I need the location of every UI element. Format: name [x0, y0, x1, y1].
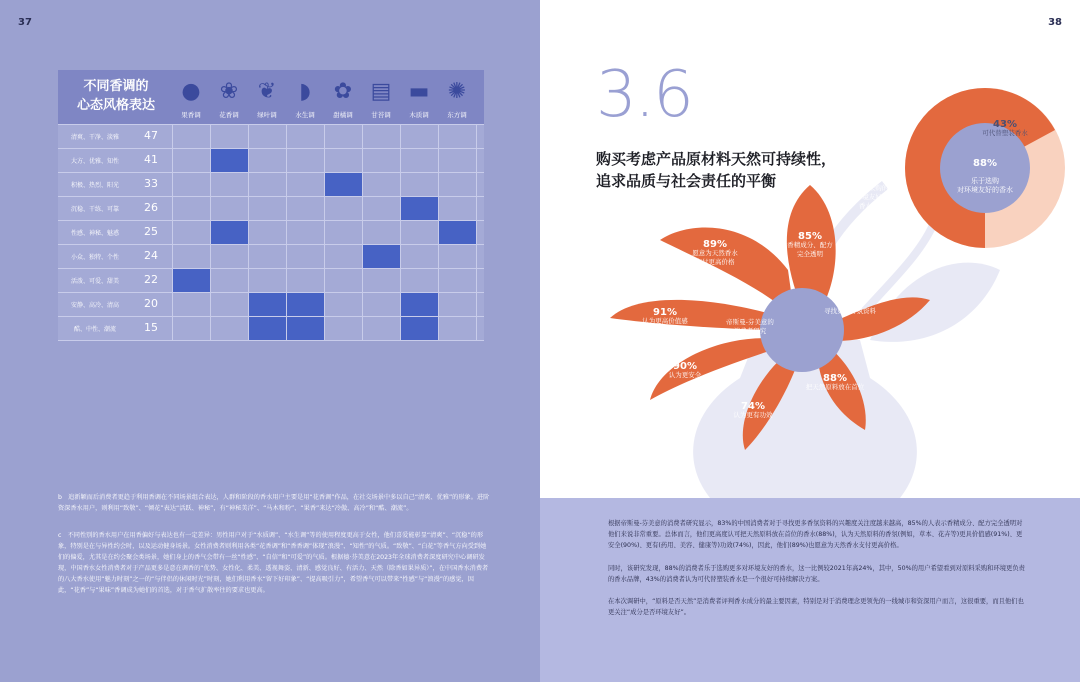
petal-text: 愿意为天然香水 支付更高价格 [692, 249, 738, 266]
table-header [58, 70, 484, 124]
wood-block-icon: ▤ [370, 79, 392, 104]
highlight-cell [401, 293, 438, 316]
grid-hline [58, 172, 484, 173]
petal-text: 把天然原料放在首位 [805, 383, 865, 391]
grid-hline [58, 268, 484, 269]
donut-segment-label-peach [960, 120, 1050, 138]
grid-hline [58, 124, 484, 125]
row-value: 26 [144, 201, 158, 214]
note-b: b 追新颖而后消费者更趋于利用香调在不同场景组合表达，人群和阶段的香水用户主要是用“花香调”作品，在社交场景中多以自己“清爽、优雅”的形象。进阶资深香水用户，则利用“致敬”、“倾花”表达“活跃、神秘”，有“神秘美洋”、“马木和粉”、“果香”来达“冷傲、高冷”和“酷、潮流”。 [58, 494, 490, 512]
grid-vline [476, 124, 477, 340]
highlight-cell [211, 221, 248, 244]
leaf-icon: ❦ [257, 79, 277, 104]
petal-pct: 91% [653, 307, 677, 318]
row-label: 活泼、可爱、甜美 [70, 278, 119, 285]
row-label: 性感、神秘、魅惑 [70, 230, 119, 237]
petal-text: 香精成分、配方 完全透明 [787, 241, 833, 258]
grid-hline [58, 220, 484, 221]
column-label: 木质调 [409, 111, 429, 119]
row-label: 清爽、干净、淡雅 [70, 134, 119, 141]
sweet-icon: ✿ [333, 79, 353, 104]
grid-hline [58, 148, 484, 149]
row-label: 安静、高冷、清高 [70, 302, 119, 309]
highlight-cell [287, 317, 324, 340]
page-number: 37 [18, 17, 32, 28]
petal-pct: 74% [741, 401, 765, 412]
petal-text: 认为更安全 [668, 371, 702, 379]
petal-label [765, 232, 855, 259]
highlight-cell [363, 245, 400, 268]
highlight-cell [439, 221, 476, 244]
row-value: 41 [144, 153, 158, 166]
row-label: 酷、中性、潮流 [73, 326, 116, 333]
petal-text: 寻找更多香氛资料 [824, 307, 876, 315]
body-paragraph-1: 根据帝斯曼-芬美意的消费者研究显示，83%的中国消费者对于寻找更多香氛资料的兴趣度关注度越来越高，85%的人表示香精成分、配方完全透明对他们来说非常重要。总体而言，他们更高度认可把天然原料放在首位的香水(88%)，认为天然原料的香氛(例如，草本、花卉等)更具价值感(91%)、更安全(90%)、更有(药用、美容、健康等)功效(74%)，因此，他们(89%)也愿意为天然香水支付更高价格。 [608, 520, 1023, 549]
row-value: 22 [144, 273, 158, 286]
donut-segment-label-orange [840, 148, 904, 220]
highlight-cell [211, 149, 248, 172]
petal-label [670, 240, 760, 267]
table-title-line1: 不同香调的 [83, 79, 149, 94]
column-label: 绿叶调 [257, 111, 277, 119]
grid-hline [58, 244, 484, 245]
column-label: 甘苔调 [371, 111, 391, 119]
highlight-cell [249, 317, 286, 340]
column-label: 花香调 [219, 111, 239, 119]
column-label: 果香调 [181, 111, 201, 119]
section-number: 3.6 [596, 58, 692, 132]
petal-label [620, 308, 710, 326]
table-title [64, 77, 168, 115]
row-label: 大方、优雅、知性 [70, 158, 119, 165]
row-label: 积极、热烈、阳光 [70, 182, 119, 189]
body-paragraph-2: 同时，该研究发现，88%的消费者乐于选购更多对环境友好的香水，这一比例较2021年高24%，其中，50%的用户希望看到对原料采购和环境更负责的香水品牌，43%的消费者认为可代替塑装香水是一个很好可持续解决方案。 [608, 565, 1025, 583]
water-drop-icon: ◗ [299, 79, 311, 104]
highlight-cell [249, 293, 286, 316]
apple-icon: ● [181, 79, 201, 104]
grid-hline [58, 340, 484, 341]
note-c: c 不同性别的香水用户在用香偏好与表达也有一定差异：男性用户对于“水质调”、“水生调”等的使用程度更高于女性，他们喜爱能彰显“清爽”、“沉稳”的形象，特别是在与异性约会时，以及运动健身场景。女性消费者则利用各类“花香调”和“香香调”体现“浪漫”、“知性”的气质。“致敬”、“白花”等香气方向受到她们的偏爱，尤其是在约会聚会类场景，她们身上的香气会带有一丝“性感”、“自信”和“可爱”的气质。根据德·芬美意在2023年全球消费者深度研究中心调研发现，中国香水女性消费者对于产品更多是意在调香的“优势、女性化、柔美、透视舞姿、清新、感觉良好、有活力、天然（除香如果异质）”，在中国香水消费者的八大香水使用“魅力时刻”之一的“与伴侣的休闲时光”时刻，她们利用香水“留下好印象”、“提高吸引力”，希望香气可以带来“性感”与“浪漫”的感觉，因此，“花香”与“果味”香调成为她们的首选，对于香气扩散率往的要求也更高。 [58, 532, 489, 594]
grid-vline [362, 124, 363, 340]
section-title-line2: 追求品质与社会责任的平衡 [596, 172, 777, 190]
section-title-line1: 购买考虑产品原材料天然可持续性， [596, 150, 837, 168]
petal-label [708, 402, 798, 420]
petal-pct: 88% [823, 373, 847, 384]
right-page [540, 0, 1080, 682]
row-label: 沉稳、干练、可靠 [70, 206, 119, 213]
petal-text: 认为更高价值感 [642, 317, 688, 325]
flower-center-label: 帝斯曼-芬美意的 消费者研究 [726, 318, 774, 335]
scent-style-table [58, 70, 484, 340]
petal-pct: 89% [703, 239, 727, 250]
donut-center-pct: 88% [973, 158, 997, 169]
petal-label [640, 362, 730, 380]
petal-pct: 90% [673, 361, 697, 372]
petal-pct: 85% [798, 231, 822, 242]
grid-vline [172, 124, 173, 340]
petal-label [805, 298, 895, 316]
petal-text: 认为更有功效 [733, 411, 773, 419]
grid-vline [324, 124, 325, 340]
vase-shape [693, 378, 917, 498]
row-value: 33 [144, 177, 158, 190]
highlight-cell [287, 293, 324, 316]
donut-seg-pct: 90% [860, 156, 884, 167]
donut-seg-text: 可代替塑装香水 [982, 129, 1028, 137]
row-value: 47 [144, 129, 158, 142]
page-number: 38 [1048, 17, 1062, 28]
donut-center-text: 乐于选购 对环境友好的香水 [957, 177, 1013, 194]
row-value: 25 [144, 225, 158, 238]
star-anise-icon: ✺ [447, 79, 467, 104]
donut-center-label [940, 150, 1030, 204]
highlight-cell [401, 317, 438, 340]
highlight-cell [325, 173, 362, 196]
table-title-line2: 心态风格表达 [76, 98, 155, 113]
highlight-cell [173, 269, 210, 292]
column-label: 甜橘调 [333, 111, 353, 119]
row-value: 24 [144, 249, 158, 262]
donut-seg-pct: 43% [993, 119, 1017, 130]
highlight-cell [401, 197, 438, 220]
log-icon: ▬ [408, 79, 430, 104]
donut-seg-text: 希望看到可 持续采购的 环境友好的 香水品牌 [855, 175, 889, 210]
body-paragraph-3: 在本次调研中，“原料是否天然”是消费者评判香水成分的最主要因素，特别是对于消费理念更领先的一线城市和资深用户而言，这很重要，而且他们也更关注“成分是否环境友好”。 [608, 598, 1024, 616]
section-title [596, 148, 866, 192]
row-label: 小众、独特、个性 [70, 254, 119, 261]
row-value: 15 [144, 321, 158, 334]
flower-icon: ❀ [219, 79, 239, 104]
column-label: 东方调 [447, 111, 467, 119]
column-label: 水生调 [295, 111, 315, 119]
petal-pct: 83% [838, 297, 862, 308]
row-value: 20 [144, 297, 158, 310]
petal-label [790, 374, 880, 392]
